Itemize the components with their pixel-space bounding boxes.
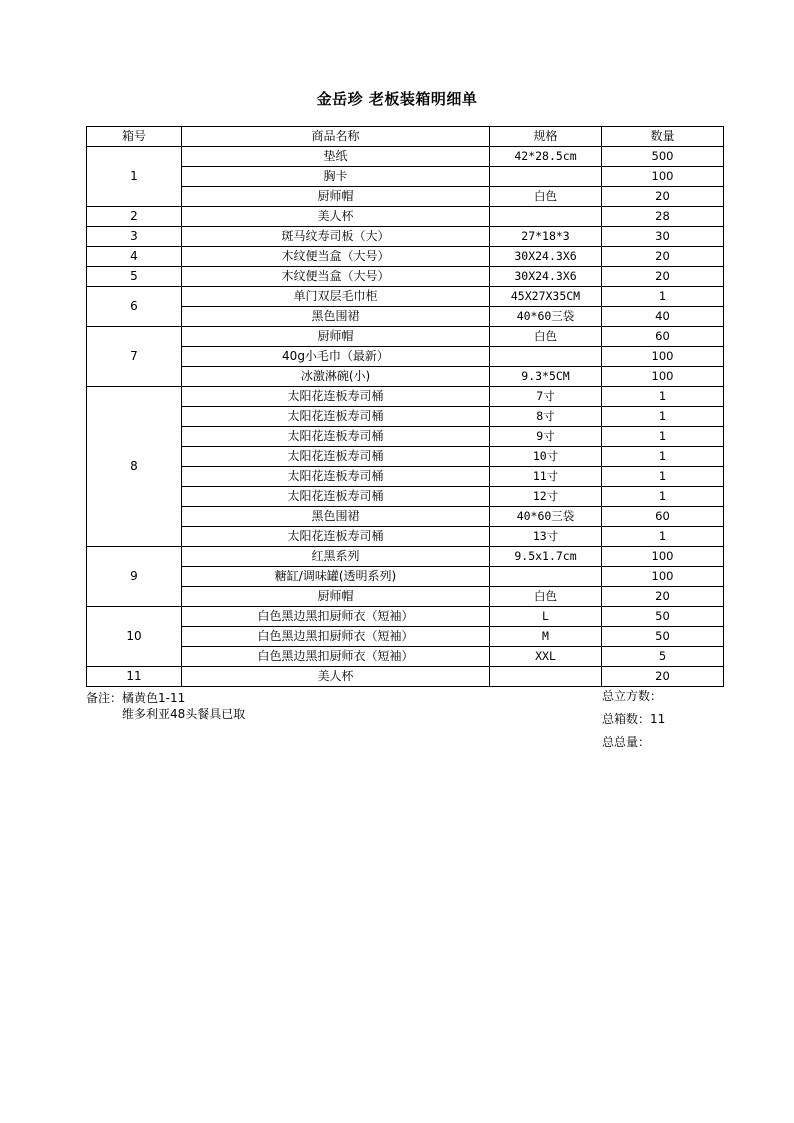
- quantity-cell: 60: [602, 507, 724, 527]
- specification-cell: XXL: [490, 647, 602, 667]
- box-number-cell: 2: [87, 207, 182, 227]
- box-number-cell: 4: [87, 247, 182, 267]
- specification-cell: 12寸: [490, 487, 602, 507]
- product-name-cell: 白色黑边黑扣厨师衣（短袖）: [182, 647, 490, 667]
- quantity-cell: 1: [602, 467, 724, 487]
- table-row: [87, 367, 724, 387]
- box-number-cell: 8: [87, 387, 182, 547]
- quantity-cell: 20: [602, 247, 724, 267]
- quantity-cell: 20: [602, 587, 724, 607]
- specification-cell: 11寸: [490, 467, 602, 487]
- specification-cell: 白色: [490, 187, 602, 207]
- box-number-cell: 10: [87, 607, 182, 667]
- product-name-cell: 厨师帽: [182, 327, 490, 347]
- box-number-cell: 11: [87, 667, 182, 687]
- quantity-cell: 30: [602, 227, 724, 247]
- quantity-cell: 60: [602, 327, 724, 347]
- quantity-cell: 50: [602, 627, 724, 647]
- quantity-cell: 100: [602, 167, 724, 187]
- table-row: [87, 387, 724, 407]
- quantity-cell: 100: [602, 547, 724, 567]
- product-name-cell: 太阳花连板寿司桶: [182, 427, 490, 447]
- header-product-name: 商品名称: [182, 127, 490, 147]
- table-row: [87, 207, 724, 227]
- remarks-line-2: 维多利亚48头餐具已取: [122, 707, 246, 721]
- table-row: [87, 407, 724, 427]
- table-row: [87, 507, 724, 527]
- product-name-cell: 白色黑边黑扣厨师衣（短袖）: [182, 607, 490, 627]
- table-row: [87, 187, 724, 207]
- product-name-cell: 40g小毛巾（最新）: [182, 347, 490, 367]
- specification-cell: 白色: [490, 587, 602, 607]
- packing-list-table: [86, 126, 724, 687]
- header-box-number: 箱号: [87, 127, 182, 147]
- box-number-cell: 9: [87, 547, 182, 607]
- total-volume-label: 总立方数：: [602, 689, 663, 703]
- specification-cell: 30X24.3X6: [490, 247, 602, 267]
- quantity-cell: 1: [602, 447, 724, 467]
- totals-block: [602, 688, 665, 757]
- quantity-cell: 100: [602, 367, 724, 387]
- table-row: [87, 667, 724, 687]
- document-title: 金岳珍 老板装箱明细单: [316, 90, 478, 108]
- remarks-label: 备注：: [86, 691, 123, 705]
- box-number-cell: 3: [87, 227, 182, 247]
- specification-cell: 白色: [490, 327, 602, 347]
- box-number-cell: 6: [87, 287, 182, 327]
- quantity-cell: 20: [602, 187, 724, 207]
- product-name-cell: 垫纸: [182, 147, 490, 167]
- quantity-cell: 1: [602, 407, 724, 427]
- table-row: [87, 647, 724, 667]
- table-row: [87, 167, 724, 187]
- quantity-cell: 1: [602, 487, 724, 507]
- table-row: [87, 347, 724, 367]
- table-row: [87, 307, 724, 327]
- header-quantity: 数量: [602, 127, 724, 147]
- table-row: [87, 447, 724, 467]
- table-row: [87, 627, 724, 647]
- table-row: [87, 547, 724, 567]
- specification-cell: 9.5x1.7cm: [490, 547, 602, 567]
- specification-cell: L: [490, 607, 602, 627]
- product-name-cell: 糖缸/调味罐(透明系列): [182, 567, 490, 587]
- quantity-cell: 100: [602, 567, 724, 587]
- product-name-cell: 太阳花连板寿司桶: [182, 467, 490, 487]
- product-name-cell: 冰激淋碗(小): [182, 367, 490, 387]
- remarks-line-1: 橘黄色1-11: [122, 691, 186, 705]
- specification-cell: [490, 347, 602, 367]
- specification-cell: 9.3*5CM: [490, 367, 602, 387]
- product-name-cell: 太阳花连板寿司桶: [182, 527, 490, 547]
- product-name-cell: 太阳花连板寿司桶: [182, 487, 490, 507]
- product-name-cell: 美人杯: [182, 667, 490, 687]
- remarks: [86, 690, 245, 722]
- quantity-cell: 50: [602, 607, 724, 627]
- quantity-cell: 20: [602, 667, 724, 687]
- product-name-cell: 黑色围裙: [182, 507, 490, 527]
- product-name-cell: 太阳花连板寿司桶: [182, 387, 490, 407]
- table-row: [87, 147, 724, 167]
- total-quantity-label: 总总量：: [602, 735, 651, 749]
- table-row: [87, 427, 724, 447]
- table-row: [87, 567, 724, 587]
- specification-cell: 13寸: [490, 527, 602, 547]
- specification-cell: 30X24.3X6: [490, 267, 602, 287]
- total-boxes-value: 11: [650, 712, 666, 726]
- table-body: [87, 147, 724, 687]
- specification-cell: 10寸: [490, 447, 602, 467]
- product-name-cell: 黑色围裙: [182, 307, 490, 327]
- quantity-cell: 28: [602, 207, 724, 227]
- product-name-cell: 胸卡: [182, 167, 490, 187]
- product-name-cell: 斑马纹寿司板（大）: [182, 227, 490, 247]
- specification-cell: 40*60三袋: [490, 307, 602, 327]
- specification-cell: 9寸: [490, 427, 602, 447]
- table-header-row: [87, 127, 724, 147]
- table-row: [87, 527, 724, 547]
- table-row: [87, 267, 724, 287]
- specification-cell: 40*60三袋: [490, 507, 602, 527]
- product-name-cell: 厨师帽: [182, 587, 490, 607]
- specification-cell: [490, 207, 602, 227]
- specification-cell: 42*28.5cm: [490, 147, 602, 167]
- specification-cell: 45X27X35CM: [490, 287, 602, 307]
- specification-cell: [490, 567, 602, 587]
- quantity-cell: 40: [602, 307, 724, 327]
- table-row: [87, 587, 724, 607]
- box-number-cell: 5: [87, 267, 182, 287]
- quantity-cell: 500: [602, 147, 724, 167]
- product-name-cell: 单门双层毛巾柜: [182, 287, 490, 307]
- specification-cell: M: [490, 627, 602, 647]
- product-name-cell: 太阳花连板寿司桶: [182, 407, 490, 427]
- quantity-cell: 1: [602, 427, 724, 447]
- total-boxes-label: 总箱数：: [602, 712, 651, 726]
- table-row: [87, 247, 724, 267]
- quantity-cell: 100: [602, 347, 724, 367]
- product-name-cell: 白色黑边黑扣厨师衣（短袖）: [182, 627, 490, 647]
- specification-cell: [490, 167, 602, 187]
- header-specification: 规格: [490, 127, 602, 147]
- box-number-cell: 1: [87, 147, 182, 207]
- product-name-cell: 红黑系列: [182, 547, 490, 567]
- quantity-cell: 5: [602, 647, 724, 667]
- quantity-cell: 1: [602, 387, 724, 407]
- table-row: [87, 487, 724, 507]
- specification-cell: 27*18*3: [490, 227, 602, 247]
- product-name-cell: 木纹便当盒（大号）: [182, 267, 490, 287]
- product-name-cell: 木纹便当盒（大号）: [182, 247, 490, 267]
- box-number-cell: 7: [87, 327, 182, 387]
- table-row: [87, 607, 724, 627]
- table-row: [87, 287, 724, 307]
- table-row: [87, 467, 724, 487]
- quantity-cell: 20: [602, 267, 724, 287]
- product-name-cell: 太阳花连板寿司桶: [182, 447, 490, 467]
- table-row: [87, 327, 724, 347]
- product-name-cell: 美人杯: [182, 207, 490, 227]
- quantity-cell: 1: [602, 527, 724, 547]
- product-name-cell: 厨师帽: [182, 187, 490, 207]
- table-row: [87, 227, 724, 247]
- specification-cell: 8寸: [490, 407, 602, 427]
- specification-cell: 7寸: [490, 387, 602, 407]
- quantity-cell: 1: [602, 287, 724, 307]
- specification-cell: [490, 667, 602, 687]
